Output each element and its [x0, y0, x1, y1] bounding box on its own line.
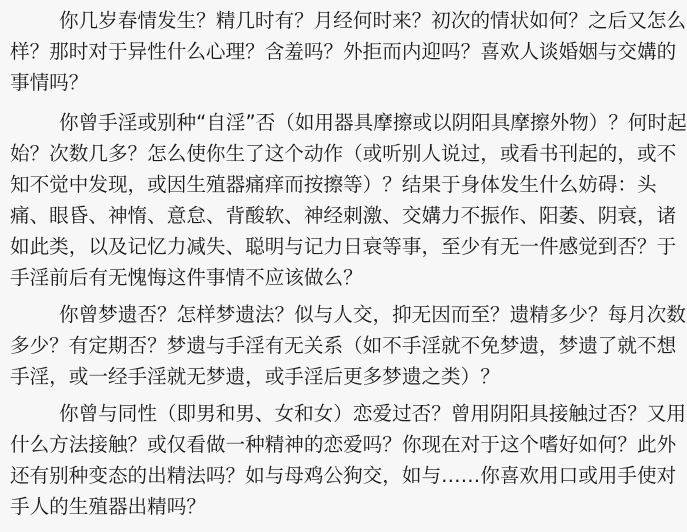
text-line: 你几岁春情发生？精几时有？月经何时来？初次的情状如何？之后又怎么 — [59, 9, 686, 32]
text-line: 什么方法接触？或仅看做一种精神的恋爱吗？你现在对于这个嗜好如何？此外 — [10, 433, 677, 456]
text-line: 多少？有定期否？梦遗与手淫有无关系（如不手淫就不免梦遗，梦遗了就不想 — [10, 334, 677, 357]
text-line: 事情吗？ — [10, 71, 89, 94]
text-line: 如此类，以及记忆力减失、聪明与记力日衰等事，至少有无一件感觉到否？于 — [10, 235, 677, 258]
text-line: 你曾与同性（即男和男、女和女）恋爱过否？曾用阴阳具接触过否？又用 — [59, 402, 686, 425]
text-line: 手人的生殖器出精吗？ — [10, 495, 206, 518]
text-line: 手淫，或一经手淫就无梦遗，或手淫后更多梦遗之类）？ — [10, 365, 500, 388]
text-line: 痛、眼昏、神惰、意怠、背酸软、神经刺激、交媾力不振作、阳萎、阴衰，诸 — [10, 204, 677, 227]
text-line: 手淫前后有无愧悔这件事情不应该做么？ — [10, 266, 363, 289]
text-line: 你曾梦遗否？怎样梦遗法？似与人交，抑无因而至？遗精多少？每月次数 — [59, 303, 686, 326]
text-line: 样？那时对于异性什么心理？含羞吗？外拒而内迎吗？喜欢人谈婚姻与交媾的 — [10, 40, 677, 63]
text-line: 始？次数几多？怎么使你生了这个动作（或听别人说过，或看书刊起的，或不 — [10, 142, 677, 165]
text-line: 知不觉中发现，或因生殖器痛痒而按擦等）？结果于身体发生什么妨碍：头 — [10, 173, 657, 196]
text-line: 你曾手淫或别种“自淫”否（如用器具摩擦或以阴阳具摩擦外物）？何时起 — [59, 111, 687, 134]
text-line: 还有别种变态的出精法吗？如与母鸡公狗交，如与……你喜欢用口或用手使对 — [10, 464, 677, 487]
